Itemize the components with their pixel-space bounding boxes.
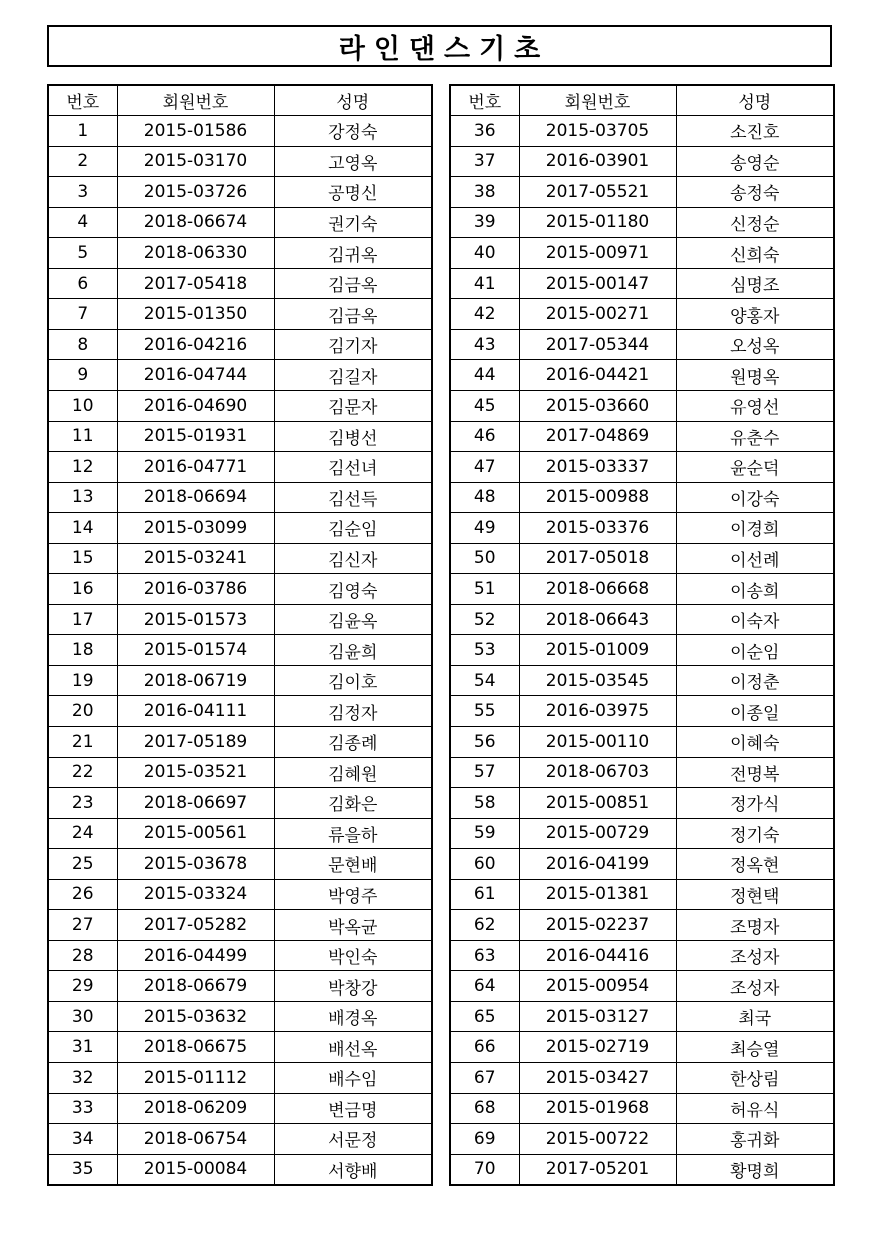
header-member-id: 회원번호: [519, 85, 676, 116]
row-number: 37: [450, 146, 519, 177]
member-name: 문현배: [274, 849, 432, 880]
header-number: 번호: [48, 85, 117, 116]
member-name: 신희숙: [676, 238, 834, 269]
row-number: 27: [48, 910, 117, 941]
row-number: 34: [48, 1124, 117, 1155]
member-id: 2015-01112: [117, 1063, 274, 1094]
table-row: [450, 910, 834, 941]
row-number: 57: [450, 757, 519, 788]
table-row: [450, 788, 834, 819]
row-number: 50: [450, 543, 519, 574]
member-name: 김이호: [274, 665, 432, 696]
member-name: 양홍자: [676, 299, 834, 330]
row-number: 22: [48, 757, 117, 788]
row-number: 60: [450, 849, 519, 880]
member-id: 2015-03241: [117, 543, 274, 574]
member-id: 2016-04111: [117, 696, 274, 727]
table-row: [450, 971, 834, 1002]
member-name: 이송희: [676, 574, 834, 605]
member-name: 김선득: [274, 482, 432, 513]
table-row: [450, 726, 834, 757]
member-id: 2015-00988: [519, 482, 676, 513]
member-name: 김신자: [274, 543, 432, 574]
table-row: [48, 879, 432, 910]
member-name: 김윤희: [274, 635, 432, 666]
table-row: [450, 818, 834, 849]
header-row: [450, 85, 834, 116]
row-number: 17: [48, 604, 117, 635]
table-row: [48, 1001, 432, 1032]
table-row: [450, 452, 834, 483]
member-id: 2015-03170: [117, 146, 274, 177]
row-number: 43: [450, 329, 519, 360]
member-id: 2018-06694: [117, 482, 274, 513]
member-id: 2015-01574: [117, 635, 274, 666]
member-id: 2015-00971: [519, 238, 676, 269]
member-name: 황명희: [676, 1154, 834, 1185]
member-id: 2015-00954: [519, 971, 676, 1002]
member-id: 2015-03376: [519, 513, 676, 544]
table-row: [450, 390, 834, 421]
member-id: 2015-01350: [117, 299, 274, 330]
row-number: 68: [450, 1093, 519, 1124]
table-row: [48, 910, 432, 941]
member-name: 김문자: [274, 390, 432, 421]
member-name: 서문정: [274, 1124, 432, 1155]
table-row: [48, 177, 432, 208]
member-id: 2018-06668: [519, 574, 676, 605]
table-row: [450, 665, 834, 696]
member-name: 이정춘: [676, 665, 834, 696]
member-id: 2015-02237: [519, 910, 676, 941]
member-name: 김정자: [274, 696, 432, 727]
table-row: [450, 268, 834, 299]
table-row: [48, 146, 432, 177]
member-name: 소진호: [676, 116, 834, 147]
member-id: 2017-05344: [519, 329, 676, 360]
member-id: 2015-03660: [519, 390, 676, 421]
member-id: 2015-01573: [117, 604, 274, 635]
member-id: 2015-00729: [519, 818, 676, 849]
table-row: [450, 207, 834, 238]
row-number: 10: [48, 390, 117, 421]
header-row: [48, 85, 432, 116]
member-name: 홍귀화: [676, 1124, 834, 1155]
member-name: 강정숙: [274, 116, 432, 147]
row-number: 41: [450, 268, 519, 299]
table-row: [48, 849, 432, 880]
row-number: 47: [450, 452, 519, 483]
table-row: [450, 1154, 834, 1185]
row-number: 69: [450, 1124, 519, 1155]
table-row: [48, 390, 432, 421]
member-name: 김금옥: [274, 299, 432, 330]
member-name: 김윤옥: [274, 604, 432, 635]
table-row: [48, 574, 432, 605]
row-number: 30: [48, 1001, 117, 1032]
member-id: 2017-05018: [519, 543, 676, 574]
row-number: 20: [48, 696, 117, 727]
table-row: [48, 696, 432, 727]
member-id: 2016-03901: [519, 146, 676, 177]
member-name: 김귀옥: [274, 238, 432, 269]
row-number: 46: [450, 421, 519, 452]
row-number: 11: [48, 421, 117, 452]
row-number: 59: [450, 818, 519, 849]
table-row: [450, 513, 834, 544]
member-name: 조성자: [676, 940, 834, 971]
table-row: [450, 360, 834, 391]
member-name: 정옥현: [676, 849, 834, 880]
row-number: 36: [450, 116, 519, 147]
member-name: 이순임: [676, 635, 834, 666]
member-id: 2015-03127: [519, 1001, 676, 1032]
table-row: [450, 116, 834, 147]
member-id: 2015-02719: [519, 1032, 676, 1063]
row-number: 70: [450, 1154, 519, 1185]
member-id: 2017-04869: [519, 421, 676, 452]
row-number: 18: [48, 635, 117, 666]
member-id: 2016-04421: [519, 360, 676, 391]
table-row: [48, 971, 432, 1002]
roster-table-left: [47, 84, 433, 1186]
table-row: [48, 1032, 432, 1063]
table-row: [48, 1063, 432, 1094]
member-name: 전명복: [676, 757, 834, 788]
member-name: 배수임: [274, 1063, 432, 1094]
member-id: 2016-04416: [519, 940, 676, 971]
row-number: 24: [48, 818, 117, 849]
row-number: 5: [48, 238, 117, 269]
member-name: 변금명: [274, 1093, 432, 1124]
header-name: 성명: [274, 85, 432, 116]
row-number: 55: [450, 696, 519, 727]
member-id: 2016-04216: [117, 329, 274, 360]
row-number: 42: [450, 299, 519, 330]
table-row: [48, 604, 432, 635]
member-id: 2017-05282: [117, 910, 274, 941]
row-number: 48: [450, 482, 519, 513]
member-name: 조성자: [676, 971, 834, 1002]
table-row: [48, 1124, 432, 1155]
header-number: 번호: [450, 85, 519, 116]
member-name: 송영순: [676, 146, 834, 177]
member-id: 2015-03099: [117, 513, 274, 544]
page-title: 라인댄스기초: [338, 33, 550, 65]
row-number: 51: [450, 574, 519, 605]
member-id: 2016-04199: [519, 849, 676, 880]
member-id: 2018-06679: [117, 971, 274, 1002]
member-id: 2015-03521: [117, 757, 274, 788]
table-row: [48, 482, 432, 513]
row-number: 15: [48, 543, 117, 574]
member-id: 2016-04690: [117, 390, 274, 421]
member-id: 2018-06643: [519, 604, 676, 635]
member-name: 신정순: [676, 207, 834, 238]
table-row: [48, 329, 432, 360]
member-id: 2015-01931: [117, 421, 274, 452]
member-name: 윤순덕: [676, 452, 834, 483]
row-number: 52: [450, 604, 519, 635]
member-name: 김선녀: [274, 452, 432, 483]
member-name: 서향배: [274, 1154, 432, 1185]
member-name: 송정숙: [676, 177, 834, 208]
member-id: 2018-06697: [117, 788, 274, 819]
member-id: 2015-03337: [519, 452, 676, 483]
member-name: 이종일: [676, 696, 834, 727]
row-number: 49: [450, 513, 519, 544]
member-id: 2015-01381: [519, 879, 676, 910]
member-name: 김길자: [274, 360, 432, 391]
table-row: [48, 757, 432, 788]
member-id: 2018-06703: [519, 757, 676, 788]
row-number: 44: [450, 360, 519, 391]
member-id: 2015-00271: [519, 299, 676, 330]
row-number: 67: [450, 1063, 519, 1094]
member-id: 2018-06209: [117, 1093, 274, 1124]
member-id: 2015-03678: [117, 849, 274, 880]
member-id: 2018-06675: [117, 1032, 274, 1063]
row-number: 21: [48, 726, 117, 757]
member-name: 김혜원: [274, 757, 432, 788]
table-row: [450, 1093, 834, 1124]
table-row: [48, 513, 432, 544]
table-row: [450, 482, 834, 513]
member-id: 2015-00084: [117, 1154, 274, 1185]
member-id: 2015-03324: [117, 879, 274, 910]
table-row: [48, 665, 432, 696]
member-id: 2015-03427: [519, 1063, 676, 1094]
row-number: 7: [48, 299, 117, 330]
member-name: 김영숙: [274, 574, 432, 605]
table-row: [48, 421, 432, 452]
member-name: 박창강: [274, 971, 432, 1002]
row-number: 35: [48, 1154, 117, 1185]
table-row: [450, 849, 834, 880]
table-row: [450, 146, 834, 177]
member-name: 고영옥: [274, 146, 432, 177]
table-row: [48, 299, 432, 330]
row-number: 53: [450, 635, 519, 666]
member-id: 2015-00110: [519, 726, 676, 757]
member-id: 2015-00561: [117, 818, 274, 849]
table-row: [450, 177, 834, 208]
member-name: 배선옥: [274, 1032, 432, 1063]
member-id: 2015-00851: [519, 788, 676, 819]
table-row: [48, 818, 432, 849]
row-number: 3: [48, 177, 117, 208]
member-id: 2015-01586: [117, 116, 274, 147]
row-number: 8: [48, 329, 117, 360]
member-id: 2016-03975: [519, 696, 676, 727]
row-number: 1: [48, 116, 117, 147]
table-row: [450, 329, 834, 360]
member-name: 김순임: [274, 513, 432, 544]
member-name: 박인숙: [274, 940, 432, 971]
member-id: 2018-06330: [117, 238, 274, 269]
member-id: 2016-04744: [117, 360, 274, 391]
table-row: [48, 1154, 432, 1185]
member-id: 2017-05189: [117, 726, 274, 757]
row-number: 58: [450, 788, 519, 819]
table-row: [450, 696, 834, 727]
member-name: 한상림: [676, 1063, 834, 1094]
member-name: 정현택: [676, 879, 834, 910]
member-name: 배경옥: [274, 1001, 432, 1032]
member-name: 이경희: [676, 513, 834, 544]
member-id: 2015-03726: [117, 177, 274, 208]
member-name: 허유식: [676, 1093, 834, 1124]
table-row: [48, 726, 432, 757]
row-number: 12: [48, 452, 117, 483]
member-name: 김종례: [274, 726, 432, 757]
table-row: [48, 1093, 432, 1124]
member-id: 2018-06754: [117, 1124, 274, 1155]
member-name: 이선례: [676, 543, 834, 574]
row-number: 28: [48, 940, 117, 971]
member-name: 원명옥: [676, 360, 834, 391]
member-name: 정가식: [676, 788, 834, 819]
member-name: 최국: [676, 1001, 834, 1032]
row-number: 63: [450, 940, 519, 971]
row-number: 62: [450, 910, 519, 941]
title-box: [47, 25, 832, 67]
header-member-id: 회원번호: [117, 85, 274, 116]
table-row: [48, 268, 432, 299]
row-number: 29: [48, 971, 117, 1002]
table-row: [450, 604, 834, 635]
member-name: 류을하: [274, 818, 432, 849]
row-number: 14: [48, 513, 117, 544]
row-number: 4: [48, 207, 117, 238]
row-number: 40: [450, 238, 519, 269]
table-row: [450, 421, 834, 452]
table-row: [450, 635, 834, 666]
member-name: 유춘수: [676, 421, 834, 452]
table-row: [48, 543, 432, 574]
row-number: 25: [48, 849, 117, 880]
member-name: 김화은: [274, 788, 432, 819]
row-number: 56: [450, 726, 519, 757]
row-number: 64: [450, 971, 519, 1002]
member-id: 2015-00722: [519, 1124, 676, 1155]
member-id: 2015-03632: [117, 1001, 274, 1032]
row-number: 23: [48, 788, 117, 819]
member-id: 2017-05201: [519, 1154, 676, 1185]
row-number: 32: [48, 1063, 117, 1094]
table-row: [48, 207, 432, 238]
row-number: 65: [450, 1001, 519, 1032]
member-id: 2018-06674: [117, 207, 274, 238]
row-number: 6: [48, 268, 117, 299]
member-name: 최승열: [676, 1032, 834, 1063]
member-id: 2016-04771: [117, 452, 274, 483]
member-name: 조명자: [676, 910, 834, 941]
table-row: [450, 1063, 834, 1094]
table-row: [450, 543, 834, 574]
table-row: [48, 360, 432, 391]
member-name: 유영선: [676, 390, 834, 421]
member-name: 김기자: [274, 329, 432, 360]
row-number: 38: [450, 177, 519, 208]
member-id: 2017-05521: [519, 177, 676, 208]
table-row: [450, 1124, 834, 1155]
row-number: 19: [48, 665, 117, 696]
row-number: 16: [48, 574, 117, 605]
table-row: [450, 1001, 834, 1032]
member-name: 김금옥: [274, 268, 432, 299]
table-row: [450, 574, 834, 605]
table-row: [450, 757, 834, 788]
member-id: 2015-00147: [519, 268, 676, 299]
table-row: [48, 238, 432, 269]
table-row: [48, 635, 432, 666]
row-number: 33: [48, 1093, 117, 1124]
table-row: [450, 299, 834, 330]
table-row: [48, 452, 432, 483]
roster-table-right: [449, 84, 835, 1186]
member-name: 박영주: [274, 879, 432, 910]
row-number: 31: [48, 1032, 117, 1063]
member-name: 이혜숙: [676, 726, 834, 757]
member-id: 2016-03786: [117, 574, 274, 605]
table-row: [450, 940, 834, 971]
table-row: [450, 238, 834, 269]
member-name: 이강숙: [676, 482, 834, 513]
row-number: 39: [450, 207, 519, 238]
row-number: 66: [450, 1032, 519, 1063]
member-id: 2015-03545: [519, 665, 676, 696]
member-name: 박옥균: [274, 910, 432, 941]
member-id: 2018-06719: [117, 665, 274, 696]
row-number: 2: [48, 146, 117, 177]
member-id: 2015-03705: [519, 116, 676, 147]
table-row: [48, 116, 432, 147]
member-name: 이숙자: [676, 604, 834, 635]
row-number: 61: [450, 879, 519, 910]
member-id: 2015-01009: [519, 635, 676, 666]
row-number: 45: [450, 390, 519, 421]
table-row: [48, 940, 432, 971]
member-name: 심명조: [676, 268, 834, 299]
member-id: 2017-05418: [117, 268, 274, 299]
table-row: [48, 788, 432, 819]
member-id: 2016-04499: [117, 940, 274, 971]
member-name: 오성옥: [676, 329, 834, 360]
table-row: [450, 1032, 834, 1063]
member-name: 권기숙: [274, 207, 432, 238]
row-number: 54: [450, 665, 519, 696]
member-id: 2015-01180: [519, 207, 676, 238]
member-id: 2015-01968: [519, 1093, 676, 1124]
header-name: 성명: [676, 85, 834, 116]
member-name: 정기숙: [676, 818, 834, 849]
row-number: 9: [48, 360, 117, 391]
row-number: 13: [48, 482, 117, 513]
row-number: 26: [48, 879, 117, 910]
member-name: 공명신: [274, 177, 432, 208]
table-row: [450, 879, 834, 910]
member-name: 김병선: [274, 421, 432, 452]
